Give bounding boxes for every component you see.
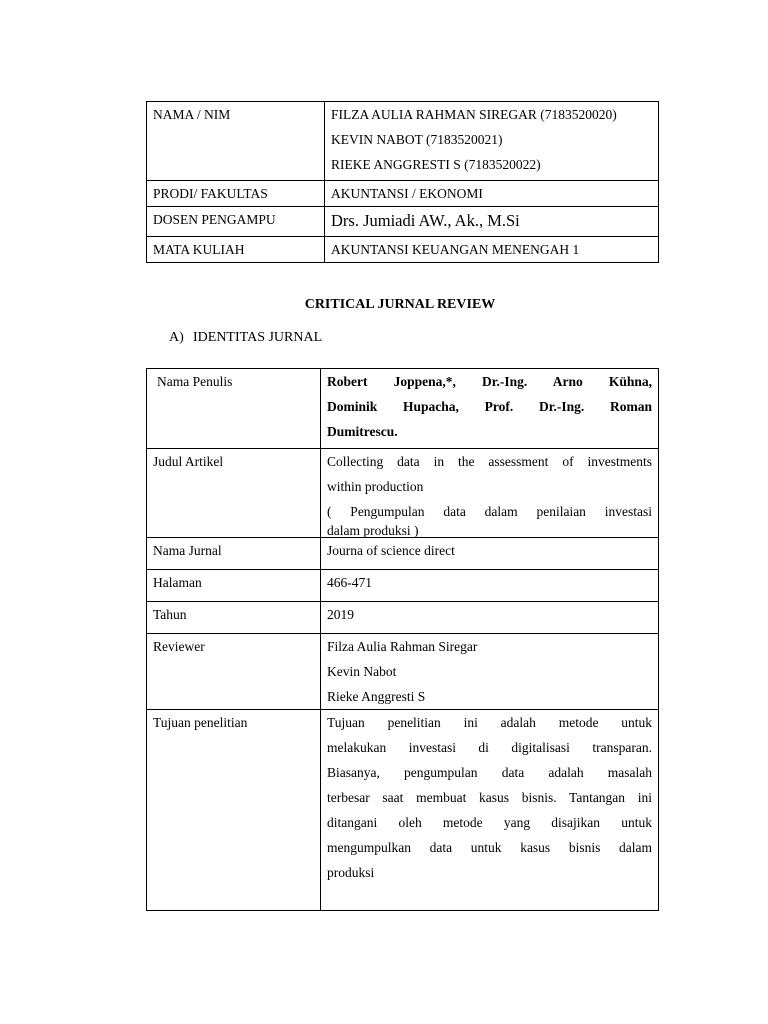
purpose-line: terbesar saat membuat kasus bisnis. Tantangan ini — [327, 790, 652, 805]
prodi-label: PRODI/ FAKULTAS — [147, 181, 325, 207]
halaman-value: 466-471 — [321, 570, 659, 602]
reviewer-value — [321, 634, 659, 710]
tahun-value: 2019 — [321, 602, 659, 634]
title-line: Collecting data in the assessment of investments — [327, 454, 652, 469]
student-identity-table — [146, 101, 659, 263]
penulis-value — [321, 369, 659, 449]
document-title: CRITICAL JURNAL REVIEW — [304, 297, 496, 312]
table-row — [147, 102, 659, 181]
title-line: dalam produksi ) — [327, 523, 419, 538]
reviewer-label: Reviewer — [147, 634, 321, 710]
table-row — [147, 602, 659, 634]
title-line: within production — [327, 479, 424, 494]
halaman-label: Halaman — [147, 570, 321, 602]
table-row — [147, 181, 659, 207]
purpose-line: mengumpulkan data untuk kasus bisnis dalam — [327, 840, 652, 855]
reviewer-name: Rieke Anggresti S — [327, 689, 426, 704]
author-line: Dominik Hupacha, Prof. Dr.-Ing. Roman — [327, 399, 652, 414]
dosen-label: DOSEN PENGAMPU — [147, 207, 325, 237]
table-row — [147, 538, 659, 570]
table-row — [147, 570, 659, 602]
author-line: Dumitrescu. — [327, 424, 398, 439]
reviewer-name: Kevin Nabot — [327, 664, 397, 679]
jurnal-value: Journa of science direct — [321, 538, 659, 570]
tujuan-label: Tujuan penelitian — [147, 710, 321, 911]
student-name-3: RIEKE ANGGRESTI S (7183520022) — [331, 157, 541, 172]
purpose-line: produksi — [327, 865, 375, 880]
section-number: A) — [169, 330, 184, 345]
purpose-line: Tujuan penelitian ini adalah metode untuk — [327, 715, 652, 730]
dosen-value: Drs. Jumiadi AW., Ak., M.Si — [325, 207, 659, 237]
section-label: IDENTITAS JURNAL — [193, 330, 323, 345]
table-row — [147, 207, 659, 237]
title-line: ( Pengumpulan data dalam penilaian investasi — [327, 504, 652, 519]
matkul-label: MATA KULIAH — [147, 237, 325, 263]
jurnal-label: Nama Jurnal — [147, 538, 321, 570]
judul-value — [321, 449, 659, 538]
table-row — [147, 449, 659, 538]
student-name-1: FILZA AULIA RAHMAN SIREGAR (7183520020) — [331, 107, 617, 122]
judul-label: Judul Artikel — [147, 449, 321, 538]
tahun-label: Tahun — [147, 602, 321, 634]
reviewer-name: Filza Aulia Rahman Siregar — [327, 639, 478, 654]
table-row — [147, 237, 659, 263]
purpose-line: ditangani oleh metode yang disajikan untuk — [327, 815, 652, 830]
prodi-value: AKUNTANSI / EKONOMI — [325, 181, 659, 207]
section-heading — [169, 330, 322, 346]
nama-nim-label: NAMA / NIM — [147, 102, 325, 181]
author-line: Robert Joppena,*, Dr.-Ing. Arno Kühna, — [327, 374, 652, 389]
penulis-label: Nama Penulis — [147, 369, 321, 449]
journal-identity-table — [146, 368, 659, 911]
purpose-line: melakukan investasi di digitalisasi transparan. — [327, 740, 652, 755]
table-row — [147, 634, 659, 710]
student-name-2: KEVIN NABOT (7183520021) — [331, 132, 503, 147]
matkul-value: AKUNTANSI KEUANGAN MENENGAH 1 — [325, 237, 659, 263]
table-row — [147, 710, 659, 911]
nama-nim-values — [325, 102, 659, 181]
purpose-line: Biasanya, pengumpulan data adalah masalah — [327, 765, 652, 780]
tujuan-value — [321, 710, 659, 911]
table-row — [147, 369, 659, 449]
